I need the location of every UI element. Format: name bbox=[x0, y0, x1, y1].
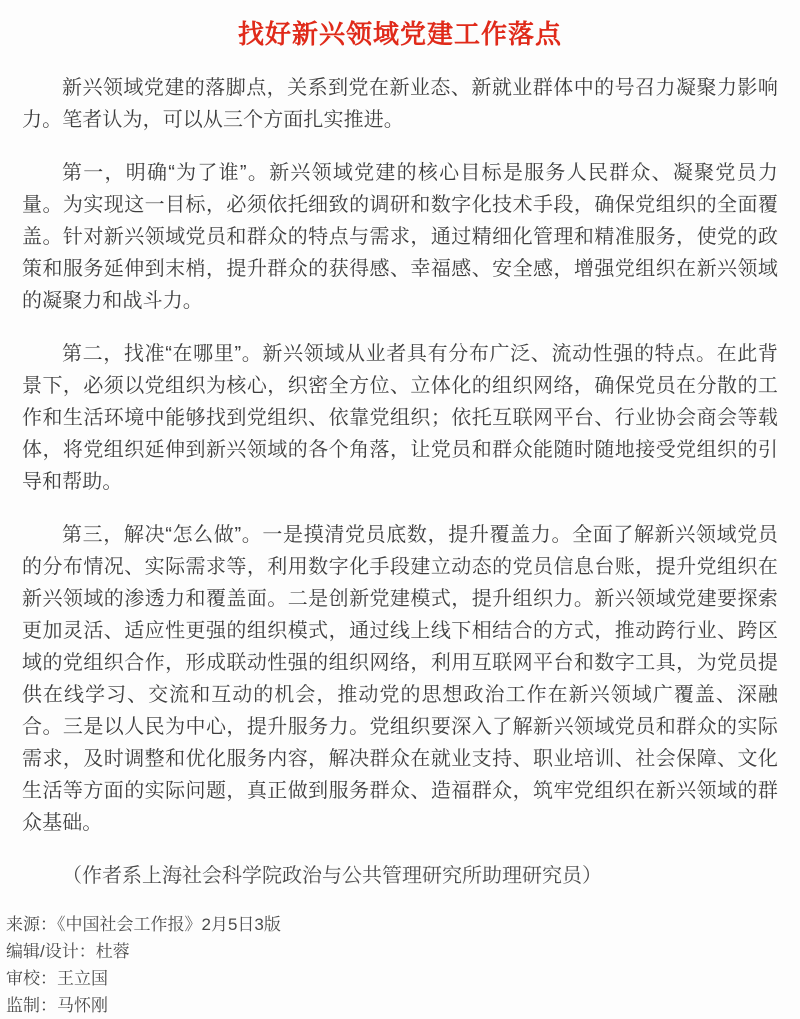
paragraph-intro: 新兴领域党建的落脚点，关系到党在新业态、新就业群体中的号召力凝聚力影响力。笔者认为，可以从三个方面扎实推进。 bbox=[22, 77, 778, 131]
paragraph-point-two: 第二，找准“在哪里”。新兴领域从业者具有分布广泛、流动性强的特点。在此背景下，必须以党组织为核心，织密全方位、立体化的组织网络，确保党员在分散的工作和生活环境中能够找到党组织、依靠党组织；依托互联网平台、行业协会商会等载体，将党组织延伸到新兴领域的各个角落，让党员和群众能随时随地接受党组织的引导和帮助。 bbox=[22, 343, 778, 493]
credits-block bbox=[0, 891, 800, 1019]
credit-source: 来源：《中国社会工作报》2月5日3版 bbox=[6, 915, 281, 934]
credit-producer: 监制：马怀刚 bbox=[6, 996, 108, 1015]
credit-proofreader: 审校：王立国 bbox=[6, 969, 108, 988]
credit-editor: 编辑/设计：杜蓉 bbox=[6, 942, 130, 961]
paragraph-point-three: 第三，解决“怎么做”。一是摸清党员底数，提升覆盖力。全面了解新兴领域党员的分布情况、实际需求等，利用数字化手段建立动态的党员信息台账，提升党组织在新兴领域的渗透力和覆盖面。二是创新党建模式，提升组织力。新兴领域党建要探索更加灵活、适应性更强的组织模式，通过线上线下相结合的方式，推动跨行业、跨区域的党组织合作，形成联动性强的组织网络，利用互联网平台和数字工具，为党员提供在线学习、交流和互动的机会，推动党的思想政治工作在新兴领域广覆盖、深融合。三是以人民为中心，提升服务力。党组织要深入了解新兴领域党员和群众的实际需求，及时调整和优化服务内容，解决群众在就业支持、职业培训、社会保障、文化生活等方面的实际问题，真正做到服务群众、造福群众，筑牢党组织在新兴领域的群众基础。 bbox=[22, 524, 778, 834]
article-body bbox=[0, 72, 800, 839]
page-title: 找好新兴领域党建工作落点 bbox=[237, 19, 562, 49]
paragraph-point-one: 第一，明确“为了谁”。新兴领域党建的核心目标是服务人民群众、凝聚党员力量。为实现这一目标，必须依托细致的调研和数字化技术手段，确保党组织的全面覆盖。针对新兴领域党员和群众的特点与需求，通过精细化管理和精准服务，使党的政策和服务延伸到末梢，提升群众的获得感、幸福感、安全感，增强党组织在新兴领域的凝聚力和战斗力。 bbox=[22, 162, 778, 312]
author-affiliation-note: （作者系上海社会科学院政治与公共管理研究所助理研究员） bbox=[62, 865, 602, 887]
